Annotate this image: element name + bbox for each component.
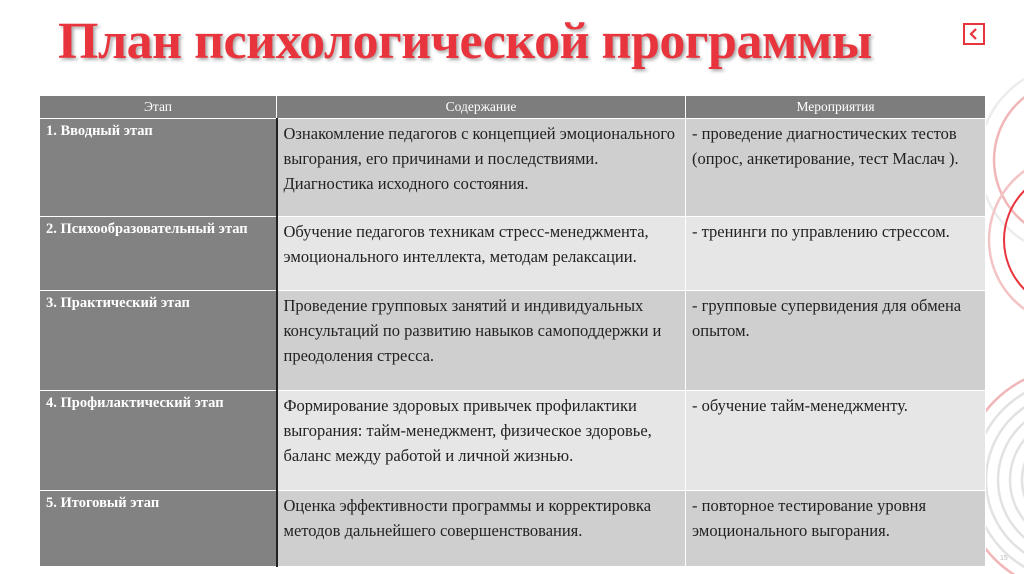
table-row [40,391,986,491]
content-cell: Оценка эффективности программы и корректировка методов дальнейшего совершенствования. [277,491,686,567]
header-measures: Мероприятия [686,96,986,119]
back-button[interactable] [963,23,985,45]
program-plan-table [39,95,986,567]
measures-cell: - обучение тайм-менеджменту. [686,391,986,491]
back-arrow-icon [968,28,980,40]
table-row [40,491,986,567]
content-cell: Обучение педагогов техникам стресс-менеджмента, эмоционального интеллекта, методам релаксации. [277,217,686,291]
table-row [40,119,986,217]
stage-cell: 2. Психообразовательный этап [40,217,277,291]
page-number: 15 [1000,555,1008,562]
header-stage: Этап [40,96,277,119]
measures-cell: - групповые супервидения для обмена опытом. [686,291,986,391]
content-cell: Ознакомление педагогов с концепцией эмоционального выгорания, его причинами и последствиями. Диагностика исходного состояния. [277,119,686,217]
measures-cell: - проведение диагностических тестов (опрос, анкетирование, тест Маслач ). [686,119,986,217]
slide-title: План психологической программы [58,13,872,70]
stage-cell: 1. Вводный этап [40,119,277,217]
table-header-row [40,96,986,119]
content-cell: Формирование здоровых привычек профилактики выгорания: тайм-менеджмент, физическое здоровье, баланс между работой и личной жизнью. [277,391,686,491]
stage-cell: 5. Итоговый этап [40,491,277,567]
measures-cell: - повторное тестирование уровня эмоционального выгорания. [686,491,986,567]
content-cell: Проведение групповых занятий и индивидуальных консультаций по развитию навыков самоподдержки и преодоления стресса. [277,291,686,391]
table-row [40,291,986,391]
stage-cell: 3. Практический этап [40,291,277,391]
table-row [40,217,986,291]
stage-cell: 4. Профилактический этап [40,391,277,491]
measures-cell: - тренинги по управлению стрессом. [686,217,986,291]
header-content: Содержание [277,96,686,119]
